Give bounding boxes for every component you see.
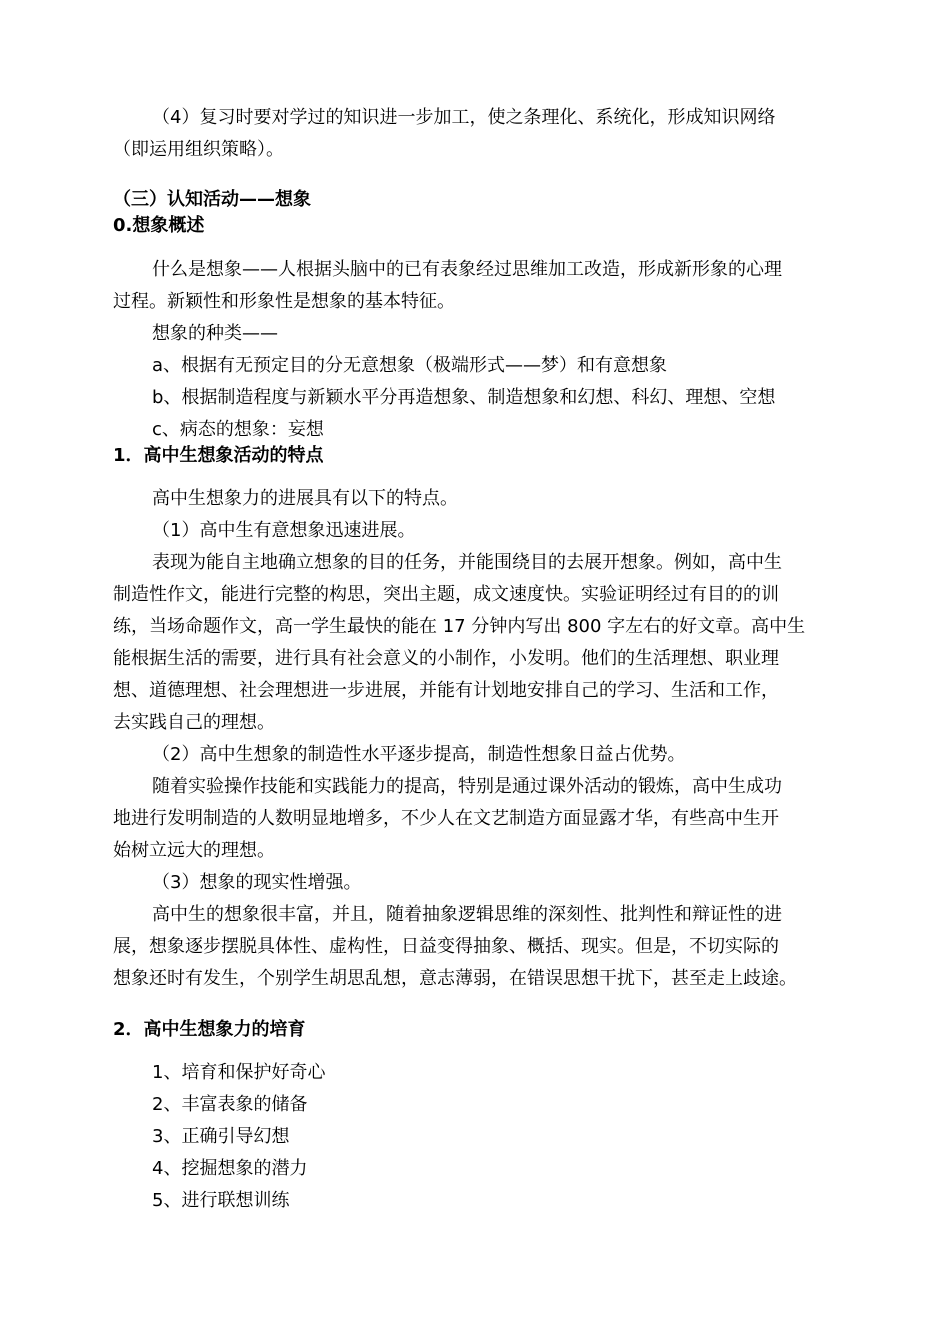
list-item: 5、进行联想训练 [152,1190,290,1211]
point-2-line: 地进行发明制造的人数明显地增多，不少人在文艺制造方面显露才华，有些高中生开 [113,808,779,829]
point-1-line: 练，当场命题作文，高一学生最快的能在 17 分钟内写出 800 字左右的好文章。高中生 [113,616,806,637]
point-3-title: （3）想象的现实性增强。 [152,872,362,893]
point-1-line: 表现为能自主地确立想象的目的任务，并能围绕目的去展开想象。例如，高中生 [152,552,782,573]
heading-0-overview: 0.想象概述 [113,215,205,236]
point-2-title: （2）高中生想象的制造性水平逐步提高，制造性想象日益占优势。 [152,744,686,765]
definition-line-1: 什么是想象——人根据头脑中的已有表象经过思维加工改造，形成新形象的心理 [152,259,782,280]
heading-2: 2．高中生想象力的培育 [113,1019,306,1040]
point-1-line: 能根据生活的需要，进行具有社会意义的小制作，小发明。他们的生活理想、职业理 [113,648,779,669]
point-3-line: 展，想象逐步摆脱具体性、虚构性，日益变得抽象、概括、现实。但是，不切实际的 [113,936,779,957]
heading-1: 1．高中生想象活动的特点 [113,445,324,466]
point-3-line: 想象还时有发生，个别学生胡思乱想，意志薄弱，在错误思想干扰下，甚至走上歧途。 [113,968,797,989]
kinds-title: 想象的种类—— [152,323,278,344]
list-item: 4、挖掘想象的潜力 [152,1158,308,1179]
section-3-title: （三）认知活动——想象 [113,189,311,210]
point-1-line: 想、道德理想、社会理想进一步进展，并能有计划地安排自己的学习、生活和工作， [113,680,779,701]
point-1-title: （1）高中生有意想象迅速进展。 [152,520,416,541]
list-item: 3、正确引导幻想 [152,1126,290,1147]
kind-b: b、根据制造程度与新颖水平分再造想象、制造想象和幻想、科幻、理想、空想 [152,387,776,408]
paragraph-4-line-2: （即运用组织策略）。 [113,139,284,160]
point-1-line: 制造性作文，能进行完整的构思，突出主题，成文速度快。实验证明经过有目的的训 [113,584,779,605]
section-1-intro: 高中生想象力的进展具有以下的特点。 [152,488,458,509]
point-2-line: 随着实验操作技能和实践能力的提高，特别是通过课外活动的锻炼，高中生成功 [152,776,782,797]
point-1-line: 去实践自己的理想。 [113,712,275,733]
list-item: 1、培育和保护好奇心 [152,1062,326,1083]
list-item: 2、丰富表象的储备 [152,1094,308,1115]
point-3-line: 高中生的想象很丰富，并且，随着抽象逻辑思维的深刻性、批判性和辩证性的进 [152,904,782,925]
definition-line-2: 过程。新颖性和形象性是想象的基本特征。 [113,291,455,312]
kind-a: a、根据有无预定目的分无意想象（极端形式——梦）和有意想象 [152,355,668,376]
point-2-line: 始树立远大的理想。 [113,840,275,861]
paragraph-4-line-1: （4）复习时要对学过的知识进一步加工，使之条理化、系统化，形成知识网络 [152,107,776,128]
kind-c: c、病态的想象：妄想 [152,419,324,440]
